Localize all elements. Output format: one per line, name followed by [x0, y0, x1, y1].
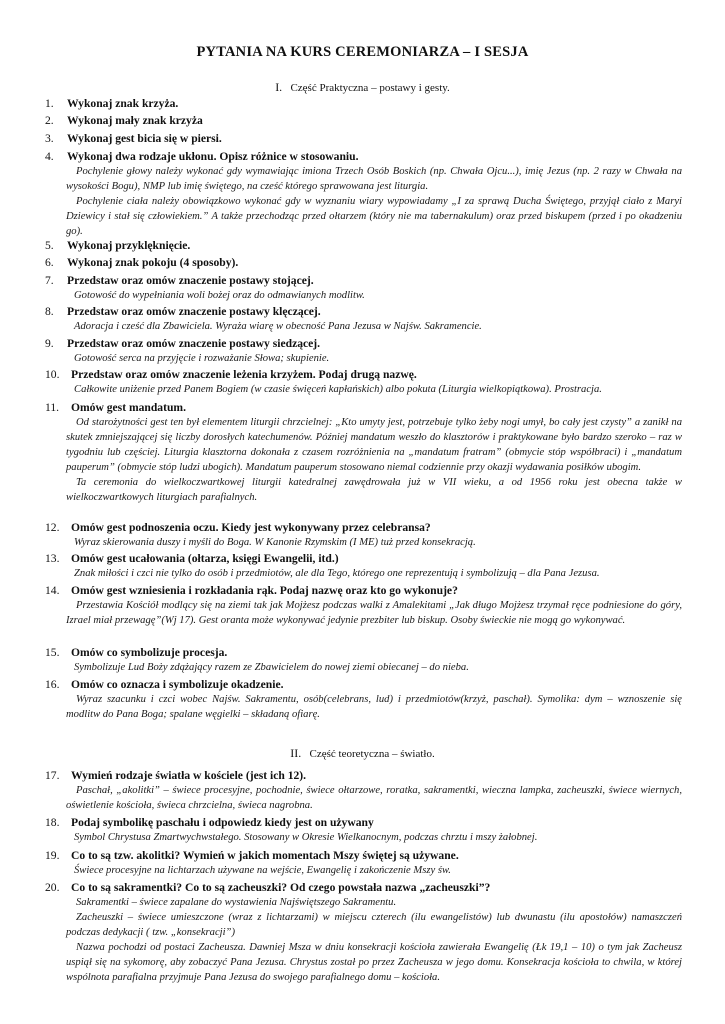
answer-4	[66, 164, 682, 239]
answer-paragraph: Gotowość do wypełniania woli bożej oraz do odmawianych modlitw.	[74, 290, 365, 301]
question-text: Omów gest wzniesienia i rozkładania rąk. Podaj nazwę oraz kto go wykonuje?	[71, 584, 458, 597]
question-text: Przedstaw oraz omów znaczenie postawy stojącej.	[67, 274, 314, 287]
question-number: 3.	[45, 132, 54, 145]
question-text: Co to są sakramentki? Co to są zacheuszki? Od czego powstała nazwa „zacheuszki”?	[71, 881, 491, 894]
question-number: 10.	[45, 368, 60, 381]
question-number: 7.	[45, 274, 54, 287]
answer-20	[66, 895, 682, 985]
question-text: Omów co oznacza i symbolizuje okadzenie.	[71, 678, 284, 691]
question-number: 19.	[45, 849, 60, 862]
question-number: 20.	[45, 881, 60, 894]
question-number: 18.	[45, 816, 60, 829]
question-13	[45, 551, 685, 566]
question-text: Wykonaj znak krzyża.	[67, 97, 179, 110]
question-text: Wymień rodzaje światła w kościele (jest ich 12).	[71, 769, 307, 782]
question-14	[45, 583, 685, 598]
question-text: Wykonaj gest bicia się w piersi.	[67, 132, 222, 145]
answer-paragraph: Nazwa pochodzi od postaci Zacheusza. Dawniej Msza w dniu konsekracji kościoła zawierała Ewangelię (Łk 19,1 – 10) o tym jak Zacheusz uspiął się na sykomorę, aby zobaczyć Pana Jezusa. Chrystus został po przez Zacheusza w jego domu. Konsekracja kościoła to chwila, w której wspólnota parafialna przyjmuje Pana Jezusa do swojego parafialnego domu – kościoła.	[66, 942, 682, 983]
question-number: 17.	[45, 769, 60, 782]
question-number: 9.	[45, 337, 54, 350]
answer-paragraph: Ta ceremonia do wielkoczwartkowej liturgii katedralnej zawędrowała już w VII wieku, a od 1956 roku jest obecna także w wielkoczwartkowych liturgiach parafialnych.	[66, 477, 682, 503]
section-number: I.	[275, 80, 283, 94]
question-10	[45, 367, 685, 382]
question-text: Przedstaw oraz omów znaczenie postawy klęczącej.	[67, 305, 321, 318]
answer-paragraph: Zacheuszki – świece umieszczone (wraz z lichtarzami) w miejscu czterech (ilu ewangelistów) lub dwunastu (ilu apostołów) namaszczeń podczas dedykacji ( tzw. „konsekracji”)	[66, 912, 682, 938]
question-text: Wykonaj dwa rodzaje ukłonu. Opisz różnice w stosowaniu.	[67, 150, 359, 163]
answer-paragraph: Pochylenie ciała należy obowiązkowo wykonać gdy w wyznaniu wiary wypowiadamy „I za sprawą Ducha Świętego, przyjął ciało z Maryi Dziewicy i stał się człowiekiem.” A także przechodząc przed ołtarzem (który nie ma tabernakulum) oraz przed biskupem (przed i po okadzeniu go).	[66, 196, 682, 237]
question-number: 14.	[45, 584, 60, 597]
question-number: 8.	[45, 305, 54, 318]
section-label: Część Praktyczna – postawy i gesty.	[290, 82, 450, 94]
answer-10	[74, 382, 682, 397]
answer-12	[74, 535, 682, 550]
question-text: Przedstaw oraz omów znaczenie leżenia krzyżem. Podaj drugą nazwę.	[71, 368, 417, 381]
answer-14	[66, 598, 682, 628]
answer-13	[74, 566, 682, 581]
question-18	[45, 815, 685, 830]
question-1	[45, 96, 685, 111]
answer-paragraph: Od starożytności gest ten był elementem liturgii chrzcielnej: „Kto umyty jest, potrzebuje tylko żeby nogi umył, bo cały jest czysty” a zanikł na skutek zmniejszającej się liczby dorosłych katechumenów. Później mandatum weszło do klasztorów i praktykowane było bardzo szeroko – raz w tygodniu lub częściej. Liturgia klasztorna dokonała z czasem rozróżnienia na „mandatum fratram” (obmycie stóp współbraci) i „mandatum pauperum” (obmycie stóp ludzi ubogich). Mandatum pauperum stosowano niemal codziennie przy okazji wydawania posiłków ubogim.	[66, 417, 682, 473]
question-text: Omów gest mandatum.	[71, 401, 186, 414]
section-label: Część teoretyczna – światło.	[309, 748, 435, 760]
answer-19	[74, 863, 682, 878]
question-4	[45, 149, 685, 164]
section-heading-2	[0, 746, 725, 761]
question-number: 16.	[45, 678, 60, 691]
section-heading-1	[0, 80, 725, 95]
question-11	[45, 400, 685, 415]
answer-8	[74, 319, 682, 334]
question-text: Omów co symbolizuje procesja.	[71, 646, 228, 659]
answer-11	[66, 415, 682, 505]
answer-paragraph: Pochylenie głowy należy wykonać gdy wymawiając imiona Trzech Osób Boskich (np. Chwała Ojcu...), imię Jezus (np. 2 razy w Chwała na wysokości Bogu), NMP lub imię świętego, na cześć którego sprawowana jest liturgia.	[66, 166, 682, 192]
question-number: 11.	[45, 401, 60, 414]
question-20	[45, 880, 685, 895]
answer-paragraph: Wyraz szacunku i czci wobec Najśw. Sakramentu, osób(celebrans, lud) i przedmiotów(krzyż, paschał). Symolika: dym – wznoszenie się modlitw do Pana Boga; spalane węgielki – składaną ofiarę.	[66, 694, 682, 720]
question-number: 2.	[45, 114, 54, 127]
question-number: 13.	[45, 552, 60, 565]
question-number: 5.	[45, 239, 54, 252]
page-title: PYTANIA NA KURS CEREMONIARZA – I SESJA	[196, 44, 529, 60]
question-text: Wykonaj mały znak krzyża	[67, 114, 203, 127]
question-number: 12.	[45, 521, 60, 534]
answer-paragraph: Symbol Chrystusa Zmartwychwstałego. Stosowany w Okresie Wielkanocnym, podczas chrztu i mszy żałobnej.	[74, 832, 538, 843]
question-12	[45, 520, 685, 535]
question-text: Omów gest podnoszenia oczu. Kiedy jest wykonywany przez celebransa?	[71, 521, 431, 534]
answer-9	[74, 351, 682, 366]
answer-7	[74, 288, 682, 303]
question-text: Podaj symbolikę paschału i odpowiedz kiedy jest on używany	[71, 816, 374, 829]
question-19	[45, 848, 685, 863]
section-number: II.	[290, 746, 302, 760]
question-number: 15.	[45, 646, 60, 659]
question-16	[45, 677, 685, 692]
question-text: Co to są tzw. akolitki? Wymień w jakich momentach Mszy świętej są używane.	[71, 849, 459, 862]
answer-paragraph: Znak miłości i czci nie tylko do osób i przedmiotów, ale dla Tego, którego one reprezentują i symbolizują – dla Pana Jezusa.	[74, 568, 600, 579]
question-5	[45, 238, 685, 253]
question-3	[45, 131, 685, 146]
answer-paragraph: Całkowite uniżenie przed Panem Bogiem (w czasie święceń kapłańskich) albo pokuta (Liturgia wielkopiątkowa). Prostracja.	[74, 384, 602, 395]
answer-17	[66, 783, 682, 813]
answer-paragraph: Symbolizuje Lud Boży zdążający razem ze Zbawicielem do nowej ziemi obiecanej – do nieba.	[74, 662, 469, 673]
answer-paragraph: Paschał, „akolitki” – świece procesyjne, pochodnie, świece ołtarzowe, roratka, sakramentki, wieczna lampka, zacheuszki, świece wiernych, oświetlenie kościoła, świeca chrzcielna, świeca nagrobna.	[66, 785, 682, 811]
answer-paragraph: Gotowość serca na przyjęcie i rozważanie Słowa; skupienie.	[74, 353, 330, 364]
question-9	[45, 336, 685, 351]
answer-paragraph: Adoracja i cześć dla Zbawiciela. Wyraża wiarę w obecność Pana Jezusa w Najśw. Sakramencie.	[74, 321, 482, 332]
question-number: 6.	[45, 256, 54, 269]
question-7	[45, 273, 685, 288]
answer-paragraph: Świece procesyjne na lichtarzach używane na wejście, Ewangelię i zakończenie Mszy św.	[74, 865, 451, 876]
question-8	[45, 304, 685, 319]
question-15	[45, 645, 685, 660]
question-text: Wykonaj znak pokoju (4 sposoby).	[67, 256, 239, 269]
answer-16	[66, 692, 682, 722]
question-text: Omów gest ucałowania (ołtarza, księgi Ewangelii, itd.)	[71, 552, 339, 565]
answer-paragraph: Sakramentki – świece zapalane do wystawienia Najświętszego Sakramentu.	[76, 897, 397, 908]
question-6	[45, 255, 685, 270]
answer-paragraph: Wyraz skierowania duszy i myśli do Boga. W Kanonie Rzymskim (I ME) tuż przed konsekracją.	[74, 537, 476, 548]
answer-18	[74, 830, 682, 845]
question-text: Przedstaw oraz omów znaczenie postawy siedzącej.	[67, 337, 321, 350]
answer-15	[74, 660, 682, 675]
answer-paragraph: Przestawia Kościół modlący się na ziemi tak jak Mojżesz podczas walki z Amalekitami „Jak długo Mojżesz trzymał ręce podniesione do góry, Izrael miał przewagę”(Wj 17). Gest oranta może wykonywać jedynie prezbiter lub biskup. Osoby świeckie nie mogą go wykonywać.	[66, 600, 682, 626]
question-2	[45, 113, 685, 128]
question-number: 1.	[45, 97, 54, 110]
question-17	[45, 768, 685, 783]
question-number: 4.	[45, 150, 54, 163]
question-text: Wykonaj przyklęknięcie.	[67, 239, 191, 252]
